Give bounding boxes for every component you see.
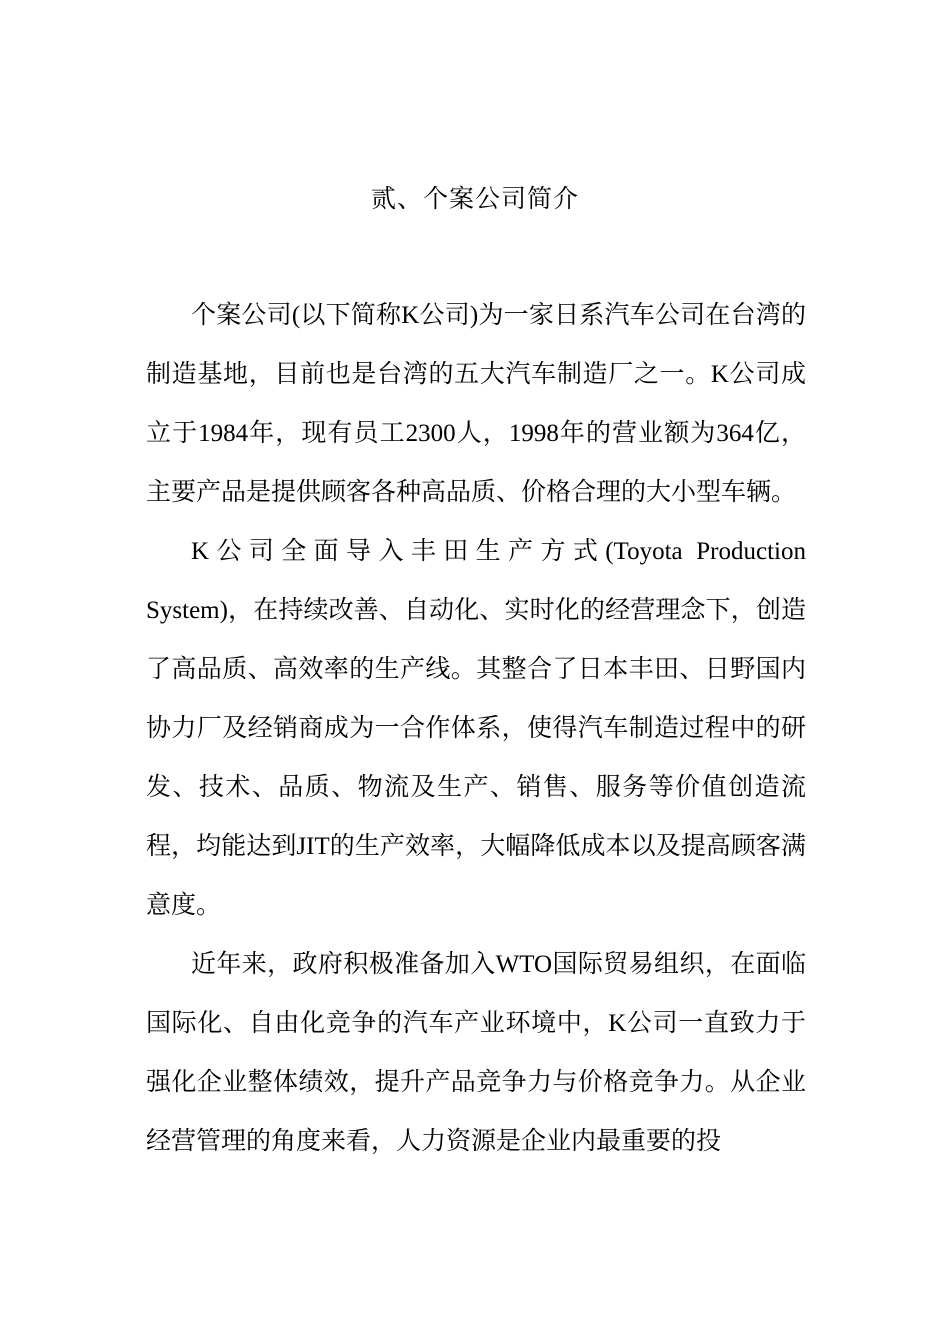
document-body bbox=[146, 286, 806, 1171]
paragraph-company-overview: 个案公司(以下简称K公司)为一家日系汽车公司在台湾的制造基地，目前也是台湾的五大汽车制造厂之一。K公司成立于1984年，现有员工2300人，1998年的营业额为364亿，主要产品是提供顾客各种高品质、价格合理的大小型车辆。 bbox=[146, 302, 806, 506]
paragraph-toyota-production-system: K公司全面导入丰田生产方式(Toyota Production System)，在持续改善、自动化、实时化的经营理念下，创造了高品质、高效率的生产线。其整合了日本丰田、日野国内协力厂及经销商成为一合作体系，使得汽车制造过程中的研发、技术、品质、物流及生产、销售、服务等价值创造流程，均能达到JIT的生产效率，大幅降低成本以及提高顾客满意度。 bbox=[146, 538, 806, 919]
paragraph-wto-competition: 近年来，政府积极准备加入WTO国际贸易组织，在面临国际化、自由化竞争的汽车产业环境中，K公司一直致力于强化企业整体绩效，提升产品竞争力与价格竞争力。从企业经营管理的角度来看，人力资源是企业内最重要的投 bbox=[146, 951, 806, 1155]
section-title: 贰、个案公司简介 bbox=[370, 186, 579, 213]
